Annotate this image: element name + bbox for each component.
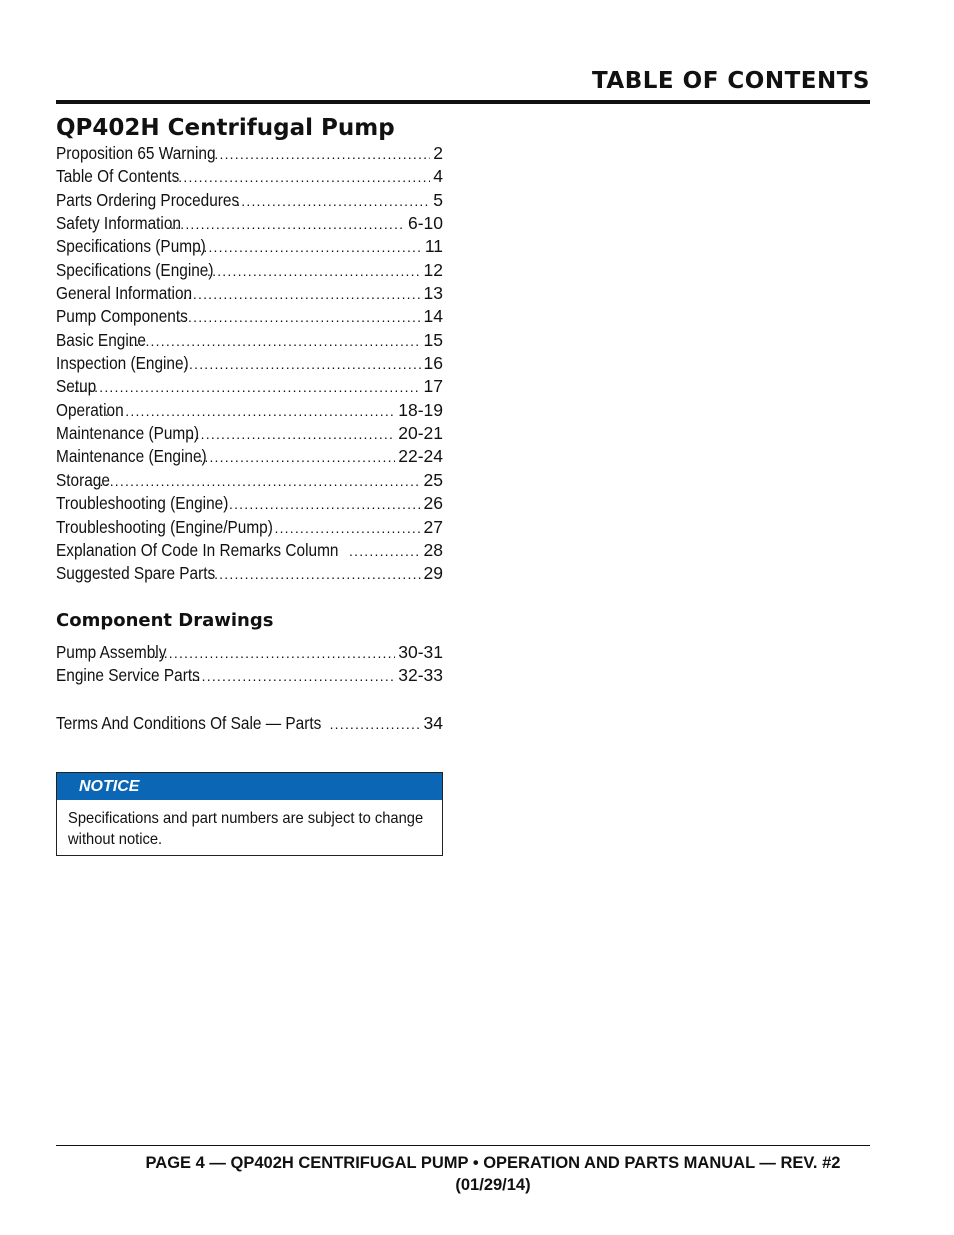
toc-entry[interactable] [56, 516, 443, 539]
toc-entry[interactable] [56, 422, 443, 445]
toc-entry-page: 4 [433, 166, 443, 187]
toc-entry-terms[interactable] [56, 712, 443, 735]
toc-leader-dots [191, 423, 396, 445]
toc-entry-label: Explanation Of Code In Remarks Column [56, 539, 339, 560]
toc-leader-dots [349, 540, 421, 562]
toc-entry-page: 32-33 [398, 665, 443, 686]
toc-entry-label: Basic Engine [56, 329, 146, 350]
toc-leader-dots [236, 190, 430, 212]
toc-entry-page: 17 [423, 376, 443, 397]
toc-entry-page: 22-24 [398, 446, 443, 467]
toc-entry[interactable] [56, 492, 443, 515]
toc-leader-dots [168, 166, 430, 188]
toc-leader-dots [74, 376, 421, 398]
toc-entry-page: 18-19 [398, 399, 443, 420]
toc-entry[interactable] [56, 142, 443, 165]
toc-entry-label: Storage [56, 469, 110, 490]
toc-entry-page: 20-21 [398, 423, 443, 444]
toc-entry[interactable] [56, 641, 443, 664]
document-title: QP402H Centrifugal Pump [56, 115, 395, 141]
toc-entry[interactable] [56, 165, 443, 188]
toc-leader-dots [89, 470, 420, 492]
toc-entry-page: 26 [423, 493, 443, 514]
toc-leader-dots [199, 446, 395, 468]
toc-entry-label: Inspection (Engine) [56, 353, 189, 374]
toc-entry-label: Proposition 65 Warning [56, 143, 216, 163]
toc-entry-label: Suggested Spare Parts [56, 563, 216, 584]
component-drawings-heading: Component Drawings [56, 610, 274, 631]
toc-entry[interactable] [56, 399, 443, 422]
notice-box [56, 772, 443, 856]
toc-entry[interactable] [56, 259, 443, 282]
page-header-title: TABLE OF CONTENTS [592, 68, 870, 94]
toc-leader-dots [207, 260, 421, 282]
toc-entry[interactable] [56, 235, 443, 258]
toc-leader-dots [198, 236, 422, 258]
toc-entry[interactable] [56, 189, 443, 212]
toc-entry-page: 5 [433, 189, 443, 210]
toc-terms-list [56, 712, 443, 735]
toc-entry-label: Setup [56, 376, 97, 397]
toc-leader-dots [105, 400, 395, 422]
toc-entry-label: Terms And Conditions Of Sale — Parts [56, 713, 322, 733]
toc-leader-dots [191, 665, 395, 687]
toc-entry-label: Engine Service Parts [56, 665, 200, 686]
toc-leader-dots [183, 283, 421, 305]
notice-title-bar: NOTICE [57, 773, 442, 800]
toc-entry-page: 25 [423, 469, 443, 490]
toc-leader-dots [179, 353, 421, 375]
toc-entry-page: 11 [424, 236, 443, 257]
toc-leader-dots [274, 517, 420, 539]
toc-entry[interactable] [56, 329, 443, 352]
toc-entry-label: Maintenance (Pump) [56, 423, 199, 444]
toc-entry-page: 12 [423, 259, 443, 280]
footer-rule [56, 1145, 870, 1146]
toc-entry-label: Pump Assembly [56, 642, 167, 662]
toc-entry[interactable] [56, 445, 443, 468]
toc-entry-page: 34 [423, 713, 443, 733]
toc-entry-page: 13 [423, 283, 443, 304]
notice-text: Specifications and part numbers are subject to change without notice. [68, 810, 424, 848]
toc-entry-page: 2 [433, 143, 443, 163]
toc-entry-label: Operation [56, 399, 124, 420]
toc-entry-label: Troubleshooting (Engine/Pump) [56, 516, 273, 537]
toc-entry-page: 28 [423, 539, 443, 560]
toc-entry[interactable] [56, 469, 443, 492]
page-footer: PAGE 4 — QP402H CENTRIFUGAL PUMP • OPERATION AND PARTS MANUAL — REV. #2 (01/29/14) [145, 1154, 841, 1194]
toc-entry-label: Maintenance (Engine) [56, 446, 207, 467]
toc-entry[interactable] [56, 664, 443, 687]
toc-entry-page: 30-31 [398, 642, 443, 662]
toc-entry[interactable] [56, 375, 443, 398]
header-rule [56, 100, 870, 104]
toc-entry-label: General Information [56, 283, 193, 304]
toc-entry-page: 14 [423, 306, 443, 327]
toc-entry-label: Table Of Contents [56, 166, 180, 187]
toc-leader-dots [170, 213, 405, 235]
toc-leader-dots [330, 713, 421, 735]
toc-entry-label: Pump Components [56, 306, 188, 327]
toc-entry-page: 16 [423, 353, 443, 374]
toc-entry-page: 15 [423, 329, 443, 350]
toc-entry[interactable] [56, 305, 443, 328]
toc-entry-label: Troubleshooting (Engine) [56, 493, 229, 514]
toc-entry-label: Specifications (Engine) [56, 259, 214, 280]
toc-entry-label: Safety Information [56, 213, 181, 234]
toc-entry[interactable] [56, 352, 443, 375]
toc-entry[interactable] [56, 282, 443, 305]
toc-leader-dots [130, 330, 420, 352]
toc-entry[interactable] [56, 539, 443, 562]
toc-entry-label: Parts Ordering Procedures [56, 189, 240, 210]
toc-leader-dots [224, 493, 421, 515]
toc-entry[interactable] [56, 562, 443, 585]
toc-entry-page: 29 [423, 563, 443, 584]
toc-leader-dots [178, 306, 421, 328]
toc-drawings-list [56, 641, 443, 688]
toc-entry[interactable] [56, 212, 443, 235]
toc-main-list [56, 142, 443, 586]
toc-entry-page: 27 [423, 516, 443, 537]
toc-entry-page: 6-10 [407, 213, 443, 234]
toc-leader-dots [154, 642, 396, 664]
toc-leader-dots [209, 563, 421, 585]
toc-entry-label: Specifications (Pump) [56, 236, 206, 257]
toc-leader-dots [209, 143, 430, 165]
